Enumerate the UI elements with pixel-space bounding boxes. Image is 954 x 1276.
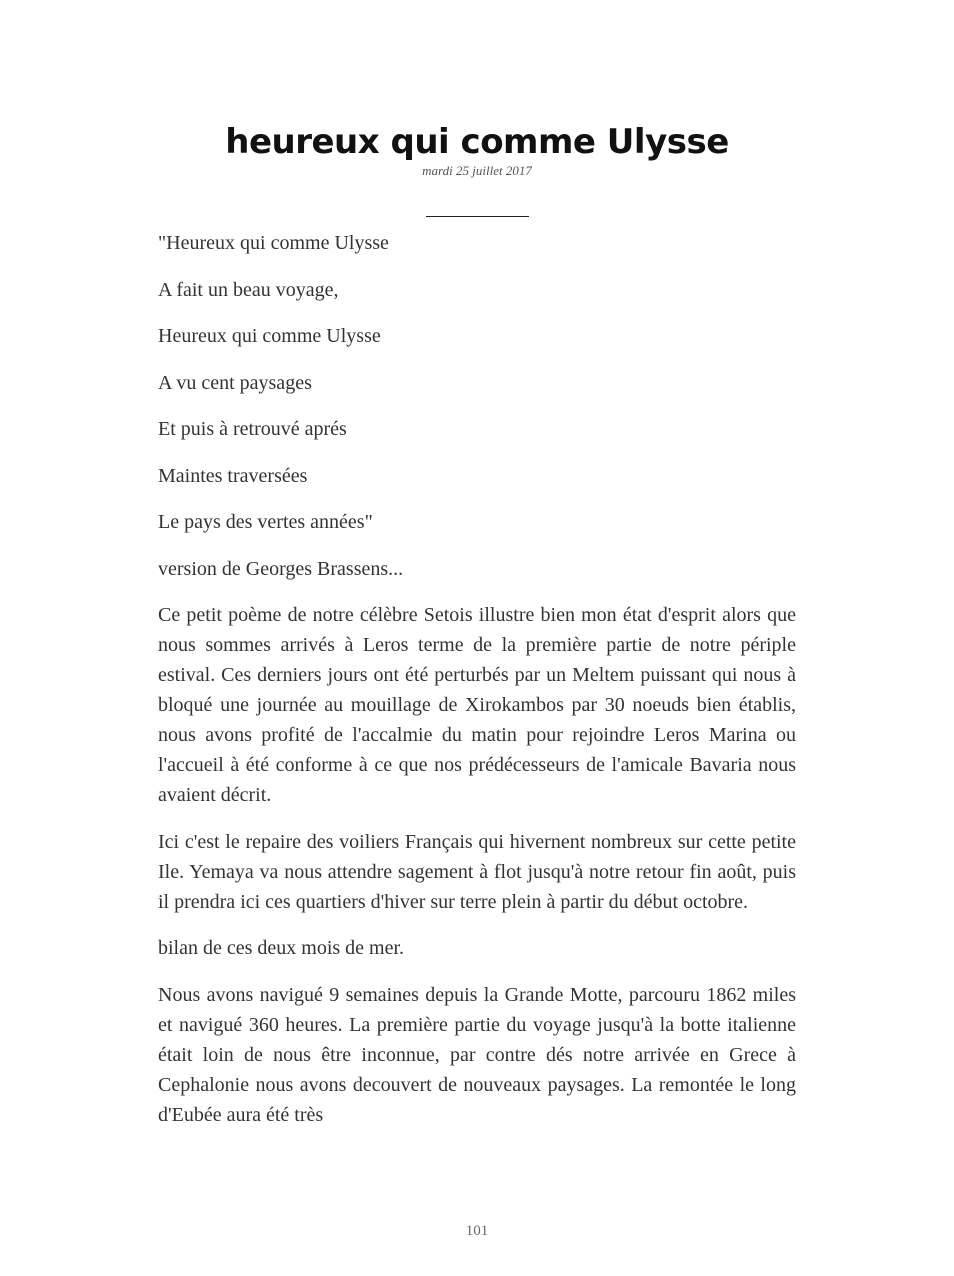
title-separator — [426, 216, 529, 217]
poem-line: A vu cent paysages — [158, 371, 312, 394]
poem-line: Maintes traversées — [158, 464, 308, 487]
section-heading: bilan de ces deux mois de mer. — [158, 937, 405, 959]
page-number: 101 — [465, 1223, 489, 1239]
body-paragraph: Ici c'est le repaire des voiliers Français qui hivernent nombreux sur cette petite Ile. Yemaya va nous attendre sagement à flot jusqu'à notre retour fin août, puis il prendra ici ces quartiers d'hiver sur terre plein à partir du début octobre. — [158, 830, 796, 913]
body-paragraph: Nous avons navigué 9 semaines depuis la Grande Motte, parcouru 1862 miles et navigué 360 heures. La première partie du voyage jusqu'à la botte italienne était loin de nous être inconnue, par contre dés notre arrivée en Grece à Cephalonie nous avons decouvert de nouveaux paysages. La remontée le long d'Eubée aura été très — [158, 983, 796, 1126]
poem-attribution: version de Georges Brassens... — [158, 557, 404, 580]
post-body — [158, 228, 796, 1146]
post-date: mardi 25 juillet 2017 — [422, 163, 532, 178]
poem-line: "Heureux qui comme Ulysse — [158, 232, 389, 254]
body-paragraph: Ce petit poème de notre célèbre Setois illustre bien mon état d'esprit alors que nous sommes arrivés à Leros terme de la première partie de notre périple estival. Ces derniers jours ont été perturbés par un Meltem puissant qui nous à bloqué une journée au mouillage de Xirokambos par 30 noeuds bien établis, nous avons profité de l'accalmie du matin pour rejoindre Leros Marina ou l'accueil à été conforme à ce que nos prédécesseurs de l'amicale Bavaria nous avaient décrit. — [158, 604, 796, 806]
poem-line: Et puis à retrouvé aprés — [158, 418, 347, 440]
poem-line: Le pays des vertes années" — [158, 511, 373, 533]
poem-line: A fait un beau voyage, — [158, 278, 339, 301]
poem-line: Heureux qui comme Ulysse — [158, 325, 381, 347]
post-title: heureux qui comme Ulysse — [225, 122, 729, 162]
